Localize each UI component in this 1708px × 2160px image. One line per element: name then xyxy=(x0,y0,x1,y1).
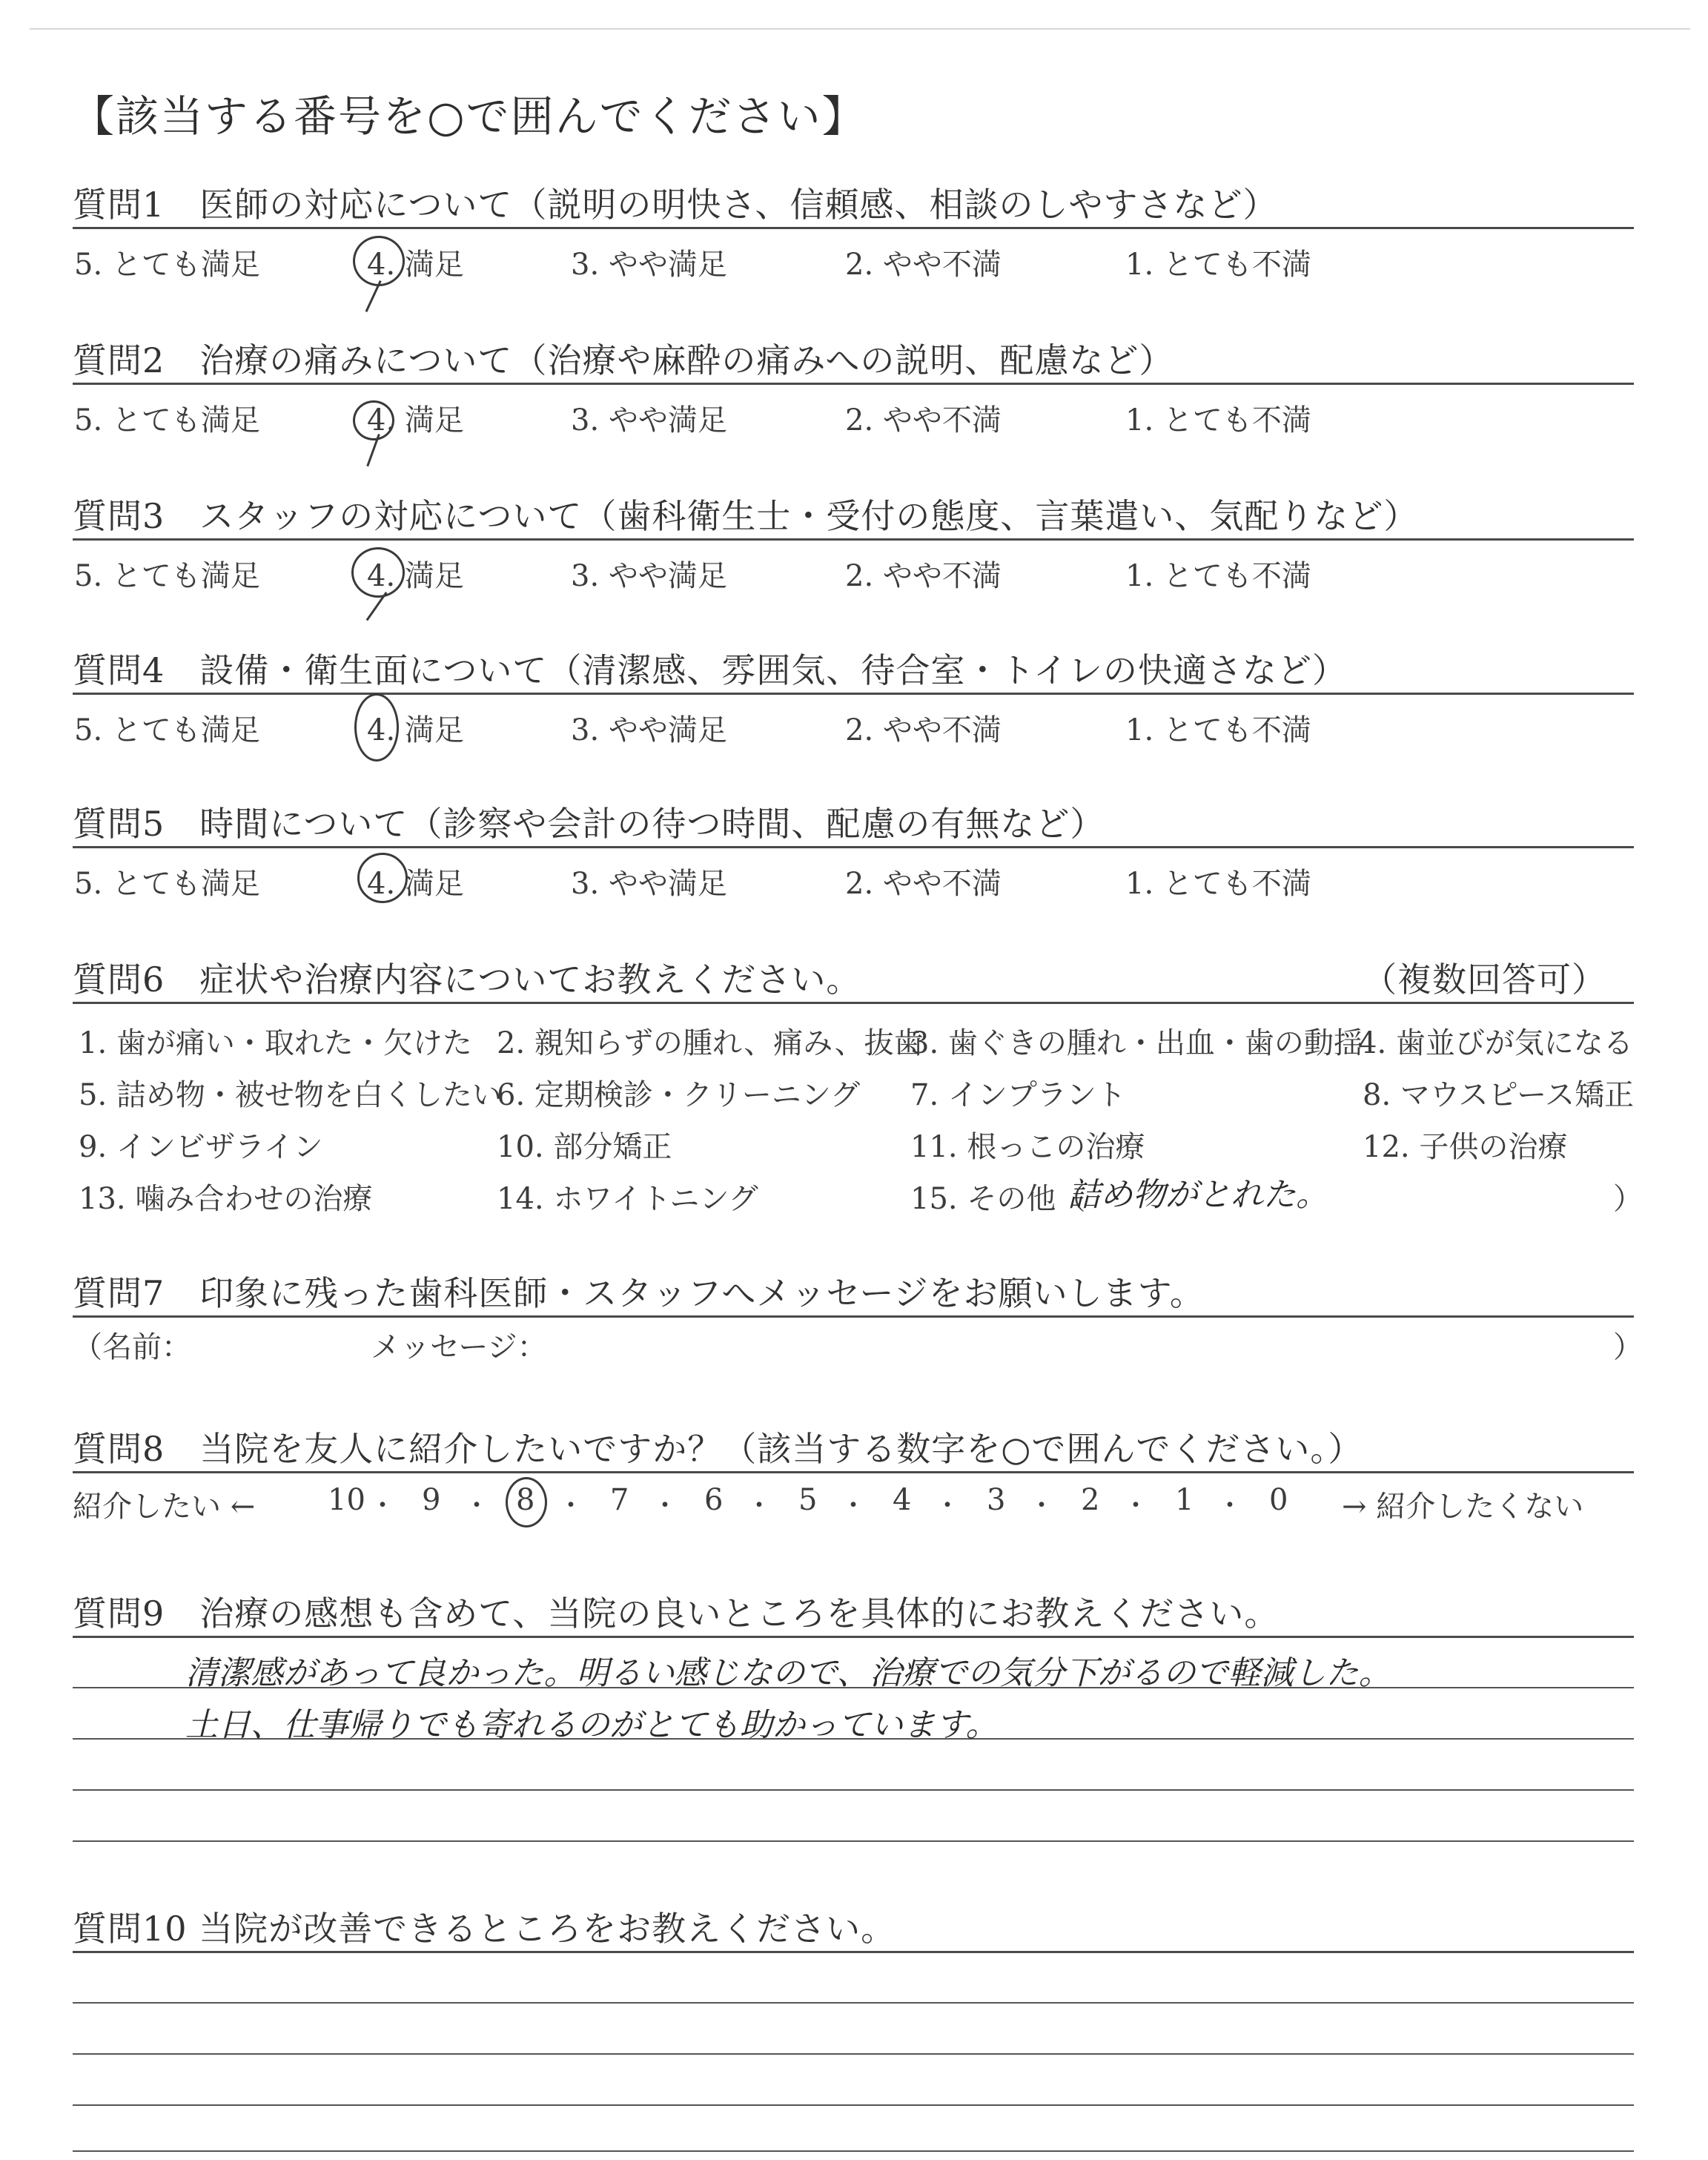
q7-close: ） xyxy=(1613,1330,1643,1364)
q6-item-3[interactable]: 3. 歯ぐきの腫れ・出血・歯の動揺 xyxy=(910,1026,1363,1060)
q9-answer-line-3 xyxy=(73,1789,1634,1791)
page-title: 【該当する番号を○で囲んでください】 xyxy=(71,91,867,142)
q8-scale-separator: ・ xyxy=(557,1490,585,1521)
q6-rule xyxy=(73,1002,1634,1004)
q8-scale-10[interactable]: 10 xyxy=(328,1483,365,1517)
q8-scale-separator: ・ xyxy=(1028,1490,1056,1521)
q6-item-9[interactable]: 9. インビザライン xyxy=(79,1130,323,1164)
q7-rule xyxy=(73,1315,1634,1318)
q8-scale-6[interactable]: 6 xyxy=(704,1483,724,1517)
q8-scale-separator: ・ xyxy=(1217,1490,1244,1521)
q6-item-1[interactable]: 1. 歯が痛い・取れた・欠けた xyxy=(79,1026,472,1060)
q8-scale-separator: ・ xyxy=(934,1490,961,1521)
q4-heading: 質問4 設備・衛生面について（清潔感、雰囲気、待合室・トイレの快適さなど） xyxy=(73,650,1348,690)
q3-rule xyxy=(73,538,1634,541)
q1-option-5[interactable]: 5. とても満足 xyxy=(74,248,260,282)
q8-scale-separator: ・ xyxy=(463,1490,491,1521)
q5-heading: 質問5 時間について（診察や会計の待つ時間、配慮の有無など） xyxy=(73,804,1105,844)
q8-scale-2[interactable]: 2 xyxy=(1081,1483,1100,1517)
q10-answer-line-3 xyxy=(73,2104,1634,2106)
q5-option-4[interactable]: 4. 満足 xyxy=(367,867,464,901)
q2-option-3[interactable]: 3. やや満足 xyxy=(571,403,727,437)
q3-option-5[interactable]: 5. とても満足 xyxy=(74,559,260,593)
q9-rule xyxy=(73,1636,1634,1638)
q6-item-6[interactable]: 6. 定期検診・クリーニング xyxy=(497,1078,861,1112)
q2-heading: 質問2 治療の痛みについて（治療や麻酔の痛みへの説明、配慮など） xyxy=(73,340,1174,380)
q6-item-14[interactable]: 14. ホワイトニング xyxy=(497,1182,758,1216)
q3-option-4[interactable]: 4. 満足 xyxy=(367,559,464,593)
q6-item-2[interactable]: 2. 親知らずの腫れ、痛み、抜歯 xyxy=(497,1026,924,1060)
q3-selection-circle xyxy=(351,547,405,598)
q3-option-3[interactable]: 3. やや満足 xyxy=(571,559,727,593)
q6-item-12[interactable]: 12. 子供の治療 xyxy=(1363,1130,1568,1164)
q2-option-4[interactable]: 4. 満足 xyxy=(367,403,464,437)
q1-option-4[interactable]: 4. 満足 xyxy=(367,248,464,282)
q2-option-2[interactable]: 2. やや不満 xyxy=(845,403,1002,437)
q5-option-3[interactable]: 3. やや満足 xyxy=(571,867,727,901)
q10-answer-line-1 xyxy=(73,2002,1634,2004)
q8-scale-separator: ・ xyxy=(369,1490,397,1521)
q8-scale-1[interactable]: 1 xyxy=(1175,1483,1194,1517)
q6-item-13[interactable]: 13. 噛み合わせの治療 xyxy=(79,1182,373,1216)
q8-scale-4[interactable]: 4 xyxy=(893,1483,912,1517)
q3-heading: 質問3 スタッフの対応について（歯科衛生士・受付の態度、言葉遣い、気配りなど） xyxy=(73,496,1419,536)
q1-heading: 質問1 医師の対応について（説明の明快さ、信頼感、相談のしやすさなど） xyxy=(73,185,1278,225)
q8-scale-5[interactable]: 5 xyxy=(798,1483,818,1517)
q8-scale-0[interactable]: 0 xyxy=(1269,1483,1288,1517)
q2-rule xyxy=(73,383,1634,385)
q8-scale-separator: ・ xyxy=(746,1490,773,1521)
q8-scale-separator: ・ xyxy=(652,1490,679,1521)
q8-heading: 質問8 当院を友人に紹介したいですか？（該当する数字を○で囲んでください。） xyxy=(73,1429,1363,1469)
q4-option-1[interactable]: 1. とても不満 xyxy=(1125,713,1311,747)
q1-rule xyxy=(73,227,1634,229)
q4-option-4[interactable]: 4. 満足 xyxy=(367,713,464,747)
q3-option-2[interactable]: 2. やや不満 xyxy=(845,559,1002,593)
q4-option-5[interactable]: 5. とても満足 xyxy=(74,713,260,747)
q5-option-1[interactable]: 1. とても不満 xyxy=(1125,867,1311,901)
q1-option-1[interactable]: 1. とても不満 xyxy=(1125,248,1311,282)
q8-selection-circle xyxy=(506,1477,547,1527)
q7-name-label: （名前： xyxy=(73,1330,191,1364)
q10-answer-line-2 xyxy=(73,2053,1634,2055)
q6-item-4[interactable]: 4. 歯並びが気になる xyxy=(1358,1026,1633,1060)
q10-answer-line-4 xyxy=(73,2150,1634,2152)
q6-item-11[interactable]: 11. 根っこの治療 xyxy=(910,1130,1145,1164)
q1-selection-circle xyxy=(353,236,405,286)
q5-option-5[interactable]: 5. とても満足 xyxy=(74,867,260,901)
q2-option-1[interactable]: 1. とても不満 xyxy=(1125,403,1311,437)
q6-other-handwritten: 詰め物がとれた。 xyxy=(1068,1176,1328,1214)
q4-option-3[interactable]: 3. やや満足 xyxy=(571,713,727,747)
q2-selection-circle xyxy=(353,400,394,440)
q4-rule xyxy=(73,693,1634,695)
q8-right-label: → 紹介したくない xyxy=(1342,1490,1584,1524)
q8-left-label: 紹介したい ← xyxy=(73,1490,256,1524)
q1-option-3[interactable]: 3. やや満足 xyxy=(571,248,727,282)
q6-item-10[interactable]: 10. 部分矯正 xyxy=(497,1130,672,1164)
q5-option-2[interactable]: 2. やや不満 xyxy=(845,867,1002,901)
q6-item-5[interactable]: 5. 詰め物・被せ物を白くしたい xyxy=(79,1078,502,1112)
q9-handwritten-line-2: 土日、仕事帰りでも寄れるのがとても助かっています。 xyxy=(185,1706,999,1744)
q9-answer-line-4 xyxy=(73,1840,1634,1842)
q5-rule xyxy=(73,846,1634,848)
q4-option-2[interactable]: 2. やや不満 xyxy=(845,713,1002,747)
q4-selection-circle xyxy=(354,693,399,762)
q7-heading: 質問7 印象に残った歯科医師・スタッフへメッセージをお願いします。 xyxy=(73,1273,1205,1313)
q10-rule xyxy=(73,1951,1634,1953)
q10-heading: 質問10 当院が改善できるところをお教えください。 xyxy=(73,1909,896,1949)
q8-scale-9[interactable]: 9 xyxy=(422,1483,441,1517)
q6-other-close: ） xyxy=(1613,1182,1643,1216)
q8-scale-8[interactable]: 8 xyxy=(516,1483,535,1517)
scan-edge xyxy=(30,28,1690,30)
q1-option-2[interactable]: 2. やや不満 xyxy=(845,248,1002,282)
q6-item-7[interactable]: 7. インプラント xyxy=(910,1078,1126,1112)
q9-handwritten-line-1: 清潔感があって良かった。明るい感じなので、治療での気分下がるので軽減した。 xyxy=(185,1654,1391,1692)
q8-scale-7[interactable]: 7 xyxy=(610,1483,629,1517)
q6-heading: 質問6 症状や治療内容についてお教えください。 xyxy=(73,960,861,1000)
q6-multi-answer-note: （複数回答可） xyxy=(1363,960,1606,1000)
q5-selection-circle xyxy=(357,853,408,903)
q8-rule xyxy=(73,1471,1634,1473)
q9-heading: 質問9 治療の感想も含めて、当院の良いところを具体的にお教えください。 xyxy=(73,1593,1280,1634)
q6-item-8[interactable]: 8. マウスピース矯正 xyxy=(1363,1078,1635,1112)
q2-option-5[interactable]: 5. とても満足 xyxy=(74,403,260,437)
q3-option-1[interactable]: 1. とても不満 xyxy=(1125,559,1311,593)
q7-message-label: メッセージ： xyxy=(371,1330,547,1364)
q6-item-15[interactable]: 15. その他（ xyxy=(910,1182,1086,1216)
q8-scale-separator: ・ xyxy=(840,1490,867,1521)
q8-scale-3[interactable]: 3 xyxy=(987,1483,1006,1517)
q8-scale-separator: ・ xyxy=(1122,1490,1150,1521)
